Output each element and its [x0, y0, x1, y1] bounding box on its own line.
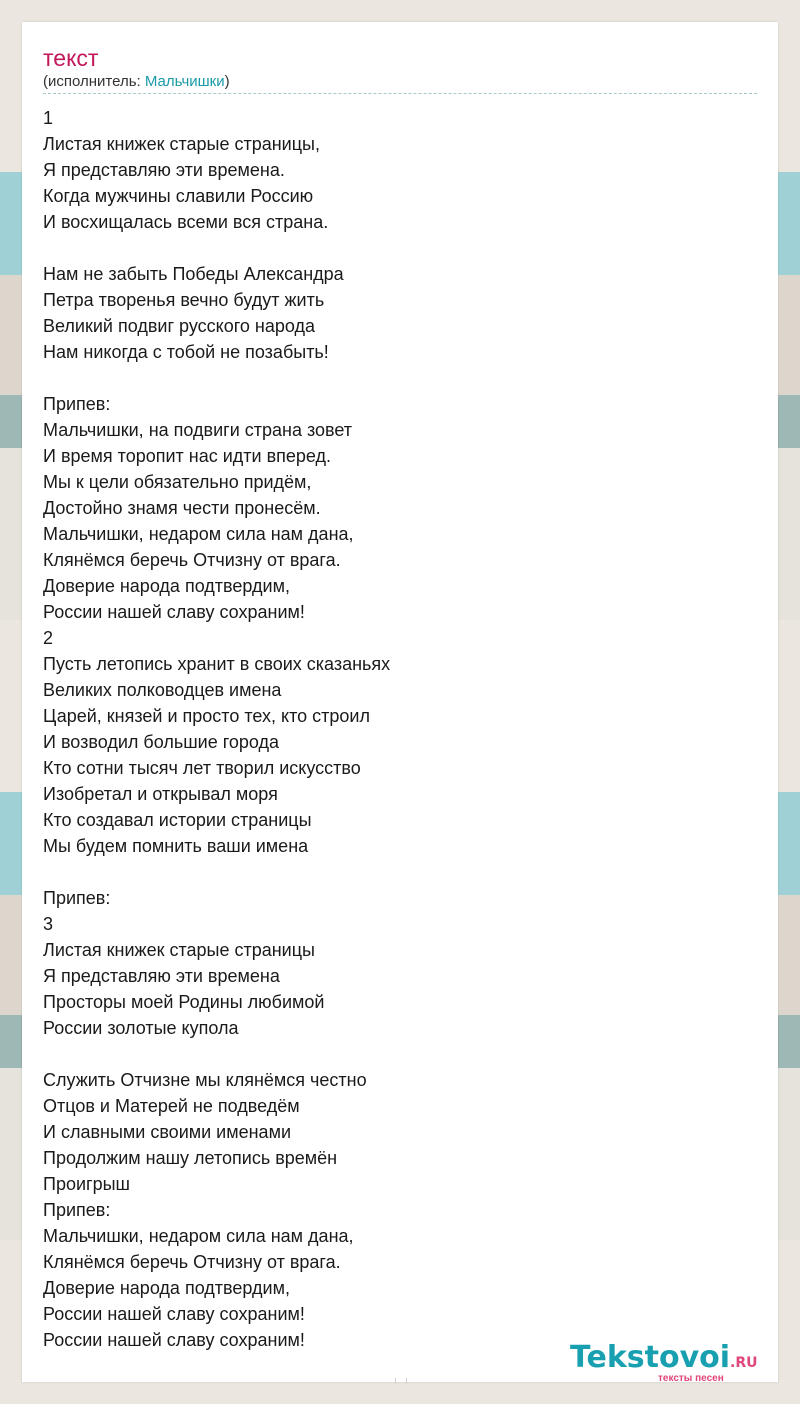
lyric-line: Изобретал и открывал моря	[43, 784, 278, 804]
lyric-line: Клянёмся беречь Отчизну от врага.	[43, 1252, 341, 1272]
lyric-line: России нашей славу сохраним!	[43, 1330, 305, 1350]
lyric-line: Мы к цели обязательно придём,	[43, 472, 312, 492]
blank-line	[43, 1041, 757, 1067]
artist-link[interactable]: Мальчишки	[144, 73, 225, 90]
lyric-line: России нашей славу сохраним!	[43, 1304, 305, 1324]
lyric-line: Клянёмся беречь Отчизну от врага.	[43, 550, 341, 570]
lyric-line: Припев:	[43, 1200, 111, 1220]
artist-line	[43, 72, 230, 92]
lyric-line: Петра творенья вечно будут жить	[43, 290, 325, 310]
blank-line	[43, 365, 757, 391]
artist-prefix: (исполнитель:	[43, 73, 145, 90]
lyric-line: И возводил большие города	[43, 732, 280, 752]
lyric-line: Кто сотни тысяч лет творил искусство	[43, 758, 361, 778]
lyric-line: 2	[43, 628, 54, 648]
lyric-line: Продолжим нашу летопись времён	[43, 1148, 338, 1168]
lyrics-text	[43, 105, 757, 1353]
lyric-line: Достойно знамя чести пронесём.	[43, 498, 321, 518]
lyric-line: Листая книжек старые страницы,	[43, 134, 320, 154]
resize-handle-icon	[395, 1378, 407, 1384]
lyric-line: Отцов и Матерей не подведём	[43, 1096, 300, 1116]
lyric-line: 1	[43, 108, 54, 128]
lyric-line: Листая книжек старые страницы	[43, 940, 315, 960]
lyric-line: Великий подвиг русского народа	[43, 316, 315, 336]
lyric-line: Кто создавал истории страницы	[43, 810, 312, 830]
lyric-line: Припев:	[43, 394, 111, 414]
lyric-line: Мы будем помнить ваши имена	[43, 836, 309, 856]
blank-line	[43, 859, 757, 885]
lyric-line: Мальчишки, на подвиги страна зовет	[43, 420, 353, 440]
lyric-line: Я представляю эти времена.	[43, 160, 285, 180]
blank-line	[43, 235, 757, 261]
lyric-line: И время торопит нас идти вперед.	[43, 446, 332, 466]
lyric-line: Доверие народа подтвердим,	[43, 1278, 290, 1298]
lyric-line: Просторы моей Родины любимой	[43, 992, 325, 1012]
lyric-line: Припев:	[43, 888, 111, 908]
lyric-line: Нам никогда с тобой не позабыть!	[43, 342, 329, 362]
lyrics-card	[22, 22, 778, 1382]
logo-tld: .RU	[730, 1355, 758, 1371]
lyric-line: Когда мужчины славили Россию	[43, 186, 314, 206]
site-logo[interactable]	[570, 1340, 770, 1386]
lyric-line: Мальчишки, недаром сила нам дана,	[43, 524, 354, 544]
lyric-line: И восхищалась всеми вся страна.	[43, 212, 329, 232]
lyric-line: 3	[43, 914, 54, 934]
lyric-line: России нашей славу сохраним!	[43, 602, 305, 622]
lyric-line: Пусть летопись хранит в своих сказаньях	[43, 654, 391, 674]
lyric-line: Служить Отчизне мы клянёмся честно	[43, 1070, 367, 1090]
lyric-line: Нам не забыть Победы Александра	[43, 264, 344, 284]
lyric-line: Проигрыш	[43, 1174, 130, 1194]
logo-tagline: тексты песен	[658, 1373, 724, 1384]
lyric-line: И славными своими именами	[43, 1122, 292, 1142]
lyric-line: Царей, князей и просто тех, кто строил	[43, 706, 370, 726]
lyric-line: Великих полководцев имена	[43, 680, 282, 700]
lyric-line: Доверие народа подтвердим,	[43, 576, 290, 596]
lyric-line: Я представляю эти времена	[43, 966, 280, 986]
lyric-line: Мальчишки, недаром сила нам дана,	[43, 1226, 354, 1246]
logo-name: Tekstovoi	[570, 1340, 731, 1375]
page-title: текст	[43, 45, 99, 71]
header-divider	[43, 93, 757, 94]
lyric-line: России золотые купола	[43, 1018, 239, 1038]
artist-suffix: )	[224, 73, 230, 90]
